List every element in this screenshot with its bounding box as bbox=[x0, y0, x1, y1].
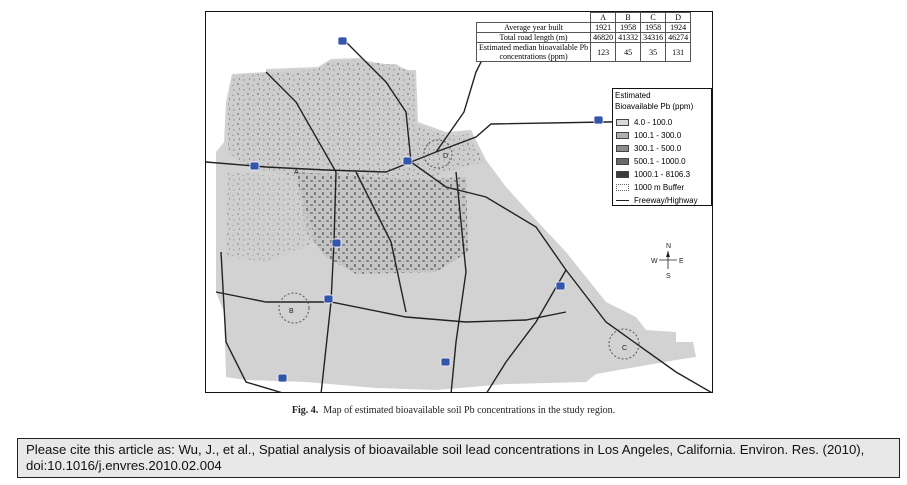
column-header: D bbox=[666, 13, 691, 23]
compass-e: E bbox=[679, 258, 684, 265]
legend-item bbox=[616, 131, 681, 139]
legend-swatch bbox=[616, 145, 629, 152]
table-cell: 1924 bbox=[666, 23, 691, 33]
legend-swatch bbox=[616, 158, 629, 165]
legend-label: 300.1 - 500.0 bbox=[634, 143, 682, 153]
figure-caption-text: Map of estimated bioavailable soil Pb concentrations in the study region. bbox=[323, 405, 616, 416]
shield-icon bbox=[324, 295, 333, 303]
legend-item bbox=[616, 144, 681, 152]
table-corner bbox=[477, 13, 591, 23]
freeway-swatch bbox=[616, 200, 629, 201]
table-cell: 46820 bbox=[591, 33, 616, 43]
shield-icon bbox=[556, 282, 565, 290]
region-label-a: A bbox=[294, 169, 299, 176]
legend-swatch bbox=[616, 119, 629, 126]
legend-label: 4.0 - 100.0 bbox=[634, 117, 673, 127]
shield-icon bbox=[278, 374, 287, 382]
region-label-c: C bbox=[622, 345, 628, 352]
figure-number: Fig. 4. bbox=[291, 405, 319, 416]
region-label-d: D bbox=[443, 153, 449, 160]
compass-rose bbox=[651, 243, 684, 280]
row-label: Average year built bbox=[477, 23, 591, 33]
legend-item bbox=[616, 196, 698, 204]
legend-item bbox=[616, 170, 690, 178]
table-cell: 1921 bbox=[591, 23, 616, 33]
shield-icon bbox=[403, 157, 412, 165]
table-cell: 1958 bbox=[616, 23, 641, 33]
legend-buffer-label: 1000 m Buffer bbox=[634, 182, 685, 192]
citation-text: Please cite this article as: Wu, J., et al., Spatial analysis of bioavailable soil lead concentrations in Los Angeles, California. Environ. Res. (2010), doi:10.1016/j.envres.2010.02.004 bbox=[26, 442, 865, 473]
shield-icon bbox=[594, 116, 603, 124]
shield-icon bbox=[441, 358, 450, 366]
compass-w: W bbox=[651, 258, 658, 265]
shield-icon bbox=[332, 239, 341, 247]
legend-item bbox=[616, 118, 672, 126]
compass-s: S bbox=[666, 273, 671, 280]
row-label: Total road length (m) bbox=[477, 33, 591, 43]
legend-label: 1000.1 - 8106.3 bbox=[634, 169, 691, 179]
table-header-row bbox=[477, 13, 691, 23]
table-row bbox=[477, 33, 691, 43]
region-label-b: B bbox=[289, 308, 294, 315]
column-header: A bbox=[591, 13, 616, 23]
table-cell: 46274 bbox=[666, 33, 691, 43]
legend-freeway-label: Freeway/Highway bbox=[634, 195, 698, 205]
map-legend bbox=[612, 88, 712, 206]
legend-subtitle: Bioavailable Pb (ppm) bbox=[615, 102, 694, 111]
legend-swatch bbox=[616, 171, 629, 178]
compass-n: N bbox=[666, 243, 672, 250]
citation-box bbox=[17, 438, 900, 478]
legend-swatch bbox=[616, 132, 629, 139]
table-cell: 41332 bbox=[616, 33, 641, 43]
legend-label: 500.1 - 1000.0 bbox=[634, 156, 686, 166]
table-cell: 34316 bbox=[641, 33, 666, 43]
shield-icon bbox=[338, 37, 347, 45]
buffer-swatch bbox=[616, 184, 629, 191]
table-cell: 123 bbox=[591, 43, 616, 62]
table-cell: 131 bbox=[666, 43, 691, 62]
row-label-line1: Estimated median bioavailable Pb bbox=[479, 43, 589, 52]
table-cell: 35 bbox=[641, 43, 666, 62]
table-row bbox=[477, 43, 691, 62]
shield-icon bbox=[250, 162, 259, 170]
column-header: C bbox=[641, 13, 666, 23]
table-row bbox=[477, 23, 691, 33]
legend-title: Estimated bbox=[615, 91, 651, 100]
figure-caption bbox=[0, 405, 907, 416]
table-cell: 1958 bbox=[641, 23, 666, 33]
row-label-line2: concentrations (ppm) bbox=[499, 52, 568, 61]
row-label bbox=[477, 43, 591, 62]
building-stats-table bbox=[476, 12, 691, 62]
legend-item bbox=[616, 157, 686, 165]
legend-label: 100.1 - 300.0 bbox=[634, 130, 682, 140]
column-header: B bbox=[616, 13, 641, 23]
legend-item bbox=[616, 183, 684, 191]
table-cell: 45 bbox=[616, 43, 641, 62]
